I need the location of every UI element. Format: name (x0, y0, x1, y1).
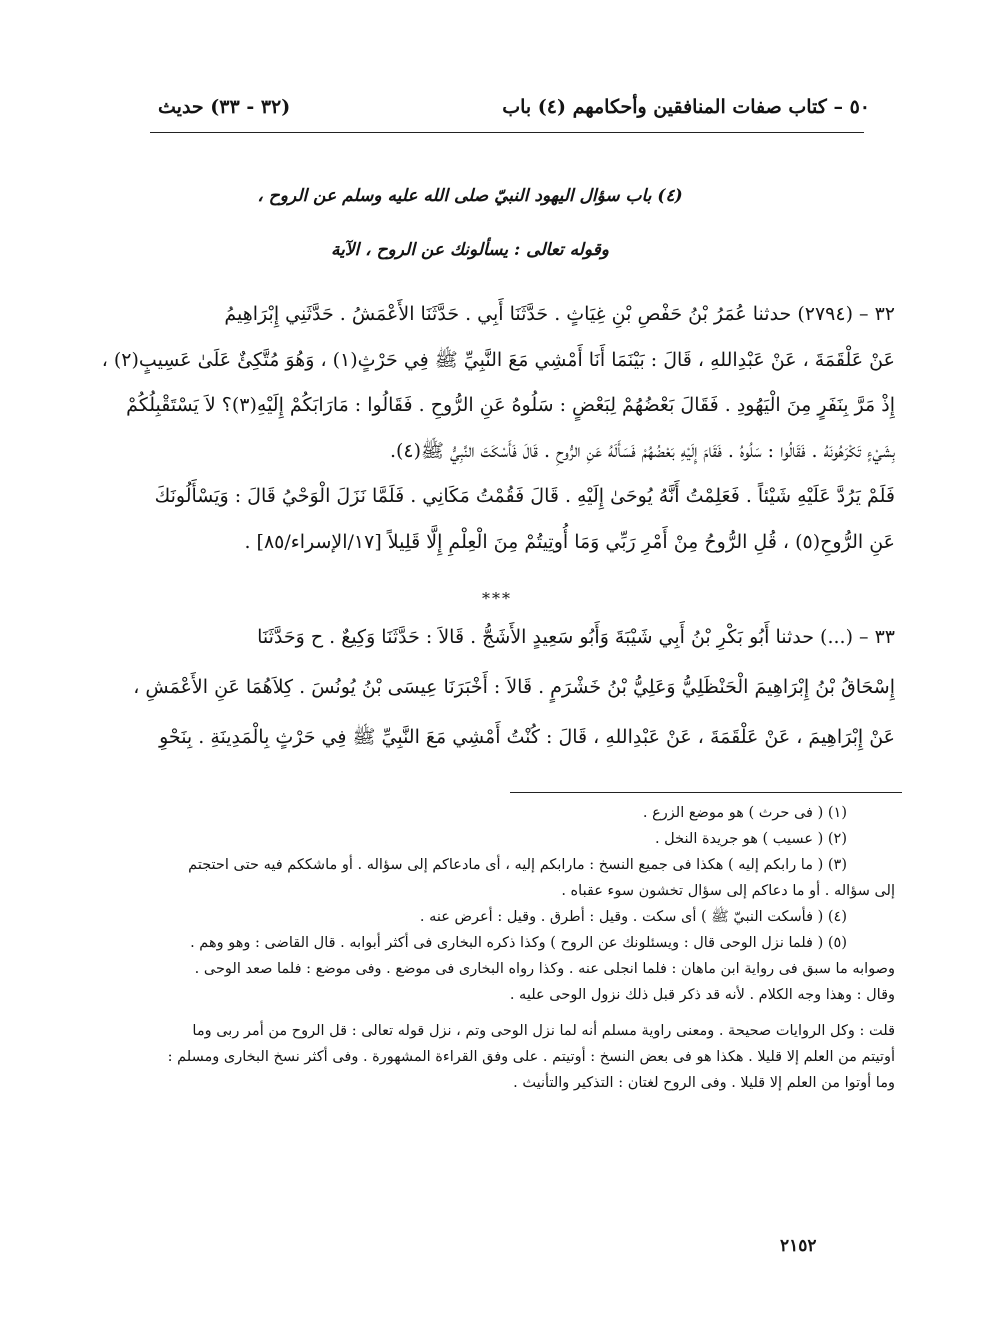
footnotes (95, 800, 895, 1096)
hadith-line: فَلَمْ يَرُدَّ عَلَيْهِ شَيْئاً . فَعَلِمْتُ أَنَّهُ يُوحَىٰ إِلَيْهِ . قَالَ فَقُمْتُ مَكَانِي . فَلَمَّا نَزَلَ الْوَحْيُ قَالَ : وَيَسْأَلُونَكَ (154, 485, 895, 507)
editor-note: وما أوتوا من العلم إلا قليلا . وفى الروح لغتان : التذكير والتأنيث . (513, 1075, 895, 1091)
page-number: ٢١٥٢ (780, 1236, 817, 1256)
header-divider (150, 132, 864, 133)
section-separator: *** (482, 589, 512, 608)
hadith-line: عَنْ إِبْرَاهِيمَ ، عَنْ عَلْقَمَةَ ، عَنْ عَبْدِاللهِ ، قَالَ : كُنْتُ أَمْشِي مَعَ النَّبِيِّ ﷺ فِي حَرْثٍ بِالْمَدِينَةِ . بِنَحْوِ (159, 726, 895, 748)
editor-note: أوتيتم من العلم إلا قليلا . هكذا هو فى بعض النسخ : أوتيتم . على وفق القراءة المشهورة . وفى أكثر نسخ البخارى ومسلم : (167, 1049, 895, 1065)
hadith-32 (95, 292, 895, 565)
hadith-33 (95, 612, 895, 762)
footnote-5: (٥) ( فلما نزل الوحى قال : ويسئلونك عن الروح ) وكذا ذكره البخارى فى أكثر أبوابه . قال القاضى : وهو وهم . (190, 935, 847, 951)
hadith-line: بِشَيْءٍ تَكْرَهُونَهُ . فَقَالُوا : سَلُوهُ . فَقَامَ إِلَيْهِ بَعْضُهُمْ فَسَأَلَهُ عَنِ الرُّوحِ . قَالَ فَأَسْكَتَ النَّبِيُّ ﷺ(٤). (389, 439, 895, 462)
hadith-line: إِسْحَاقُ بْنُ إِبْرَاهِيمَ الْحَنْظَلِيُّ وَعَلِيُّ بْنُ خَشْرَمٍ . قَالاَ : أَخْبَرَنَا عِيسَى بْنُ يُونُسَ . كِلاَهُمَا عَنِ الأَعْمَشِ ، (133, 676, 895, 698)
footnote-3: (٣) ( ما رابكم إليه ) هكذا فى جميع النسخ : مارابكم إليه ، أى مادعاكم إلى سؤاله . أو ماشككم فيه حتى احتجتم (188, 857, 847, 873)
footnote-2: (٢) ( عسيب ) هو جريدة النخل . (654, 831, 847, 847)
chapter-subtitle: وقوله تعالى : يسألونك عن الروح ، الآية (331, 240, 609, 260)
hadith-line: ٣٢ – (٢٧٩٤) حدثنا عُمَرُ بْنُ حَفْصِ بْنِ غِيَاثٍ . حَدَّثَنَا أَبِي . حَدَّثَنَا الأَعْمَشُ . حَدَّثَنِي إِبْرَاهِيمُ (224, 303, 895, 325)
running-header (130, 96, 870, 130)
footnote-divider (510, 792, 902, 793)
hadith-line: إِذْ مَرَّ بِنَفَرٍ مِنَ الْيَهُودِ . فَقَالَ بَعْضُهُمْ لِبَعْضٍ : سَلُوهُ عَنِ الرُّوحِ . فَقَالُوا : مَارَابَكُمْ إِلَيْهِ(٣)؟ لاَ يَسْتَقْبِلُكُمْ (126, 394, 895, 416)
footnote-1: (١) ( فى حرث ) هو موضع الزرع . (642, 805, 847, 821)
footnote-5-cont: وصوابه ما سبق فى رواية ابن ماهان : فلما انجلى عنه . وكذا رواه البخارى فى موضع . وفى موضع : فلما صعد الوحى . (194, 961, 895, 977)
header-chapter-title: ٥٠ – كتاب صفات المنافقين وأحكامهم (٤) باب (502, 96, 870, 118)
footnote-3-cont: إلى سؤاله . أو ما دعاكم إلى سؤال تخشون سوء عقباه . (561, 883, 895, 899)
hadith-line: عَنِ الرُّوحِ(٥) ، قُلِ الرُّوحُ مِنْ أَمْرِ رَبِّي وَمَا أُوتِيتُمْ مِنَ الْعِلْمِ إِلَّا قَلِيلاً [١٧/الإسراء/٨٥] . (244, 530, 895, 553)
header-hadith-range: (٣٢ - ٣٣) حديث (158, 96, 291, 118)
footnote-5-cont: وقال : وهذا وجه الكلام . لأنه قد ذكر قبل ذلك نزول الوحى عليه . (509, 987, 895, 1003)
editor-note: قلت : وكل الروايات صحيحة . ومعنى راوية مسلم أنه لما نزل الوحى وتم ، نزل قوله تعالى : قل الروح من أمر ربى وما (192, 1023, 895, 1039)
chapter-title: (٤) باب سؤال اليهود النبيّ صلى الله عليه وسلم عن الروح ، (257, 186, 683, 206)
hadith-line: عَنْ عَلْقَمَةَ ، عَنْ عَبْدِاللهِ ، قَالَ : بَيْنَمَا أَنَا أَمْشِي مَعَ النَّبِيِّ ﷺ فِي حَرْثٍ(١) ، وَهُوَ مُتَّكِئٌ عَلَىٰ عَسِيبٍ(٢) ، (101, 348, 895, 371)
footnote-4: (٤) ( فأسكت النبيّ ﷺ ) أى سكت . وقيل : أطرق . وقيل : أعرض عنه . (419, 909, 847, 925)
hadith-line: ٣٣ – (...) حدثنا أَبُو بَكْرِ بْنُ أَبِي شَيْبَةَ وَأَبُو سَعِيدٍ الأَشَجُّ . قَالاَ : حَدَّثَنَا وَكِيعٌ . ح وَحَدَّثَنَا (257, 626, 895, 648)
